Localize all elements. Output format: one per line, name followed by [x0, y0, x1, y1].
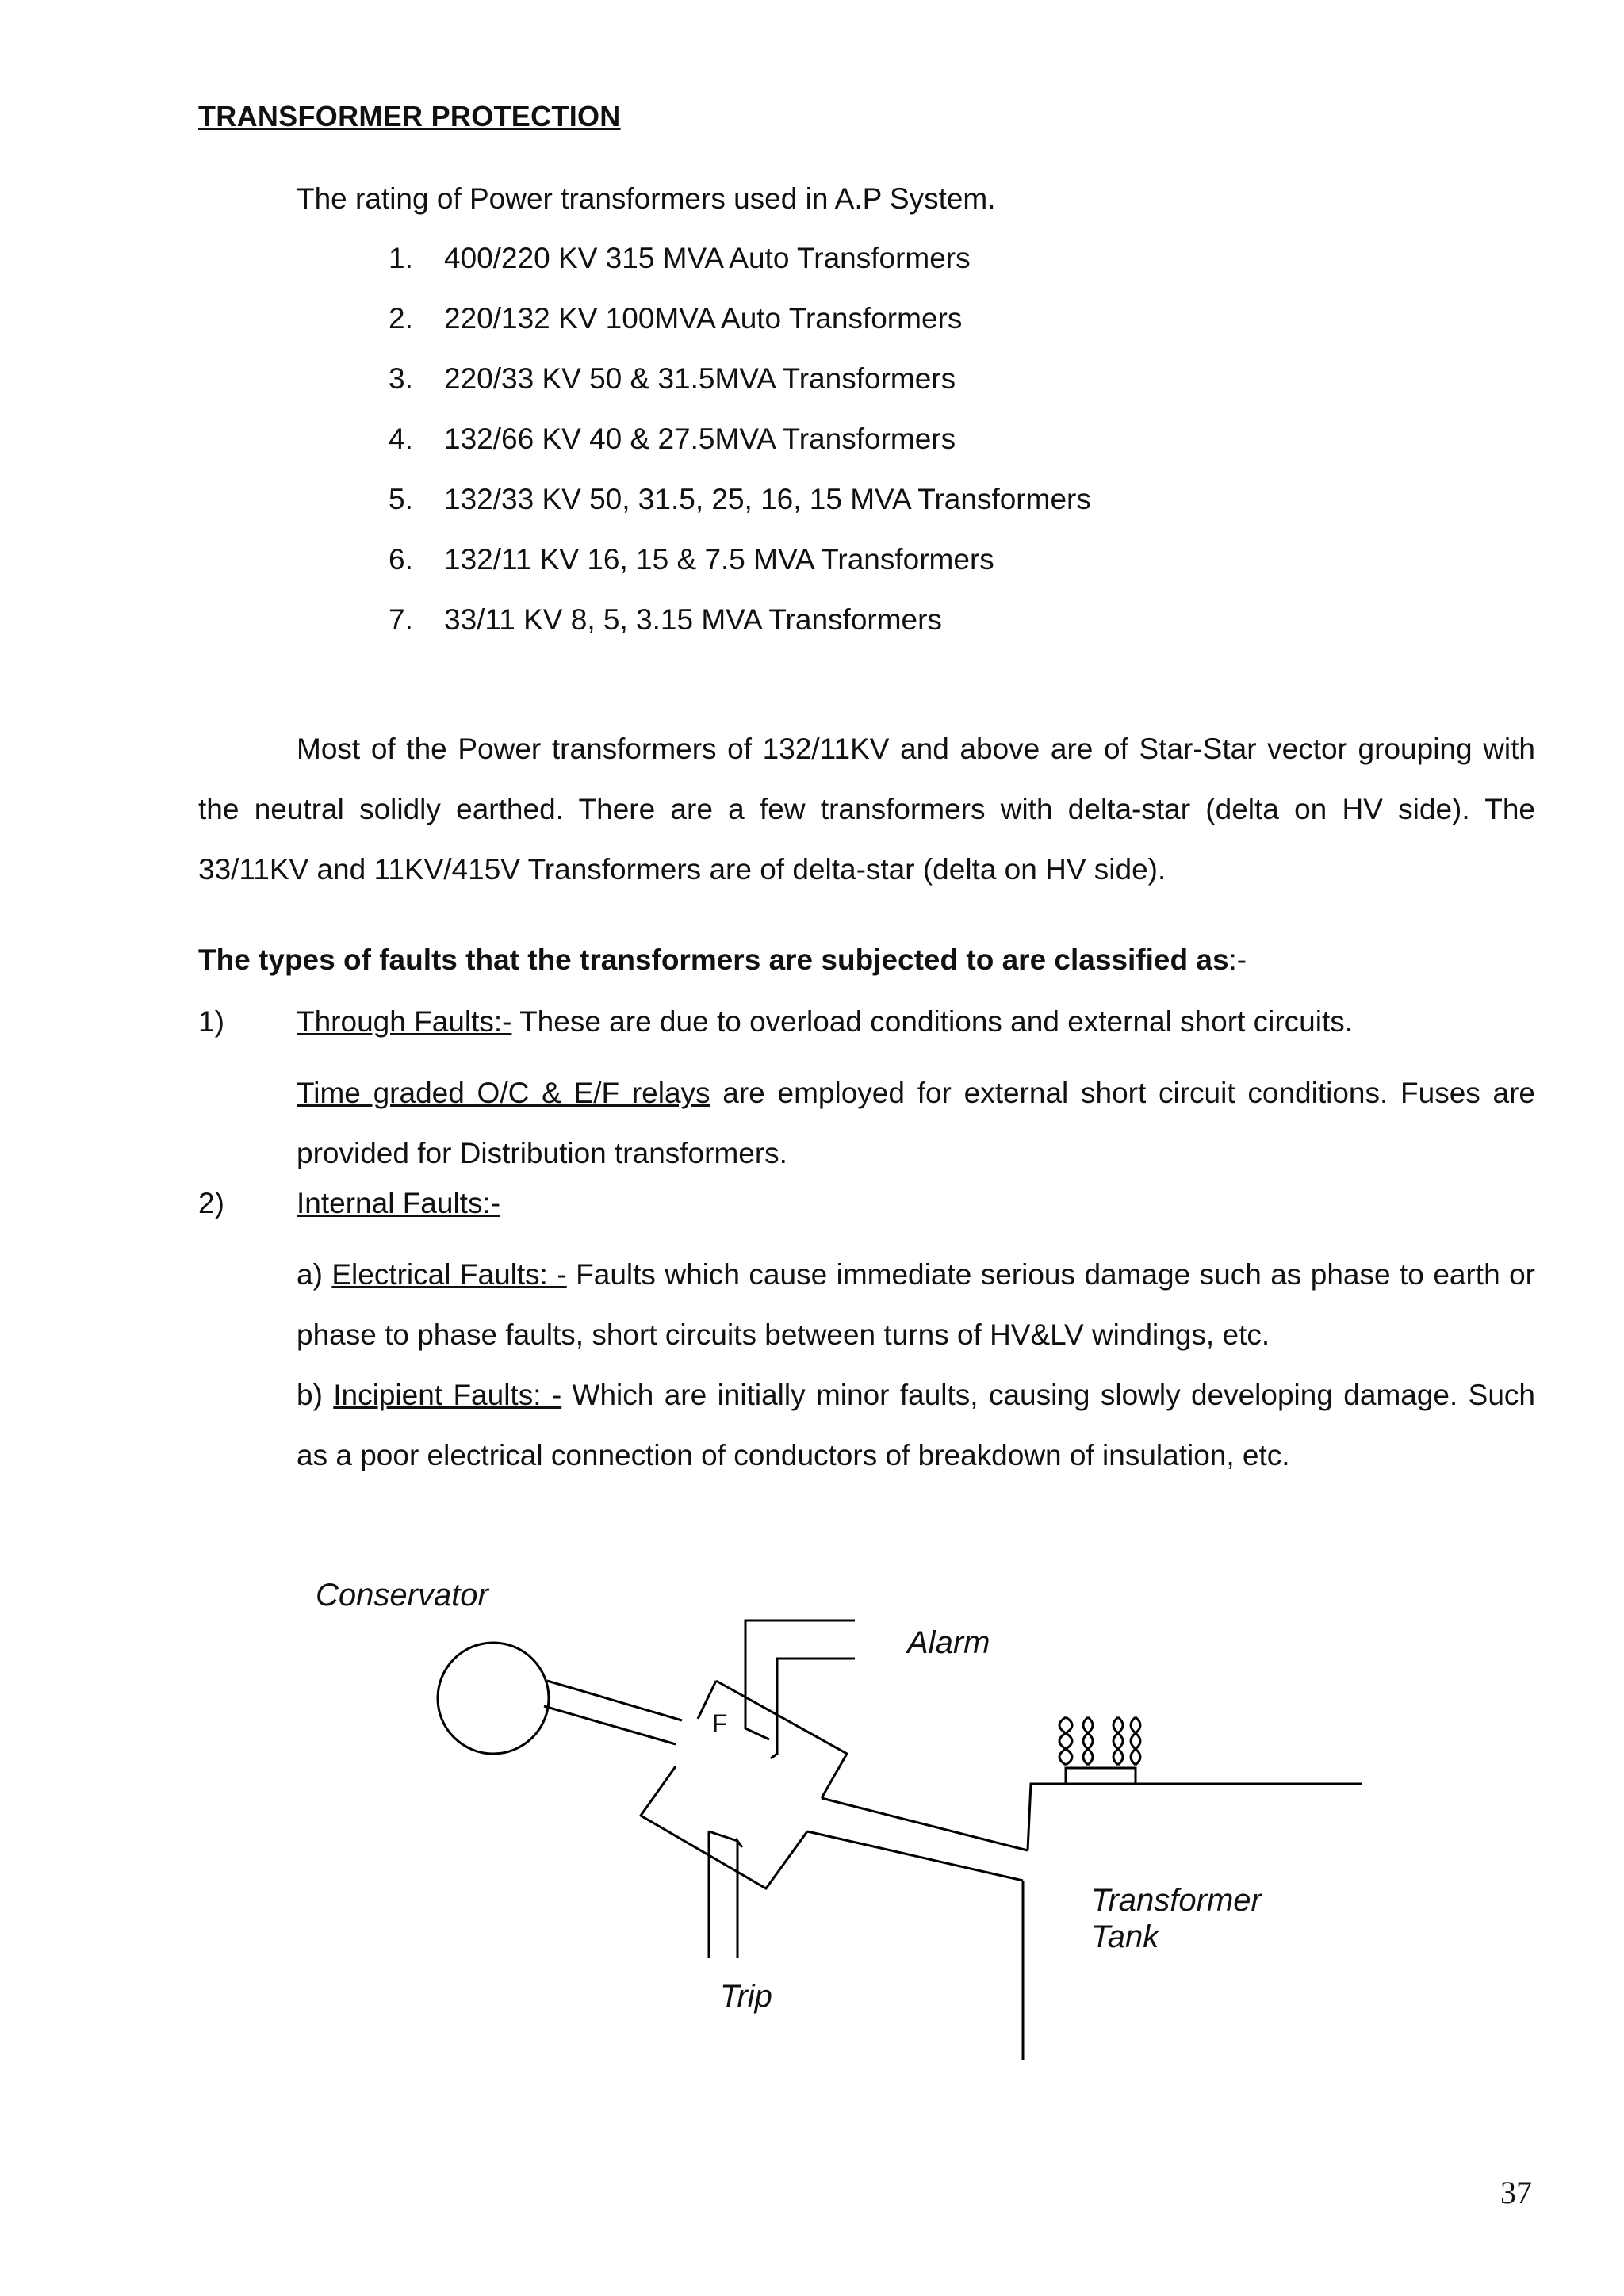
relay-chamber-top [716, 1681, 847, 1798]
trip-label: Trip [720, 1979, 772, 2014]
list-item: 5. 132/33 KV 50, 31.5, 25, 16, 15 MVA Transformers [389, 483, 1091, 515]
page-heading: TRANSFORMER PROTECTION [198, 100, 621, 132]
vector-grouping-paragraph: Most of the Power transformers of 132/11KV and above are of Star-Star vector grouping with the neutral solidly earthed. There are a few transformers with delta-star (delta on HV side). The 33/11KV and 11KV/415V Transformers are of delta-star (delta on HV side). [198, 733, 1535, 886]
through-faults-title: Through Faults:- [297, 1005, 512, 1038]
electrical-faults-text: a) Electrical Faults: - Faults which cause immediate serious damage such as phase to earth or phase to phase faults, short circuits between turns of HV&LV windings, etc. [297, 1258, 1536, 1351]
pipe-to-tank-lower [807, 1831, 1023, 1881]
relays-text: Time graded O/C & E/F relays are employed for external short circuit conditions. Fuses are provided for Distribution transformers. [297, 1077, 1536, 1169]
internal-faults-title: Internal Faults:- [297, 1187, 501, 1219]
incipient-faults-title: Incipient Faults: - [333, 1379, 562, 1411]
tank-top-line [1028, 1784, 1362, 1850]
alarm-contact-outer [745, 1621, 855, 1739]
trip-contact-right [737, 1841, 742, 1958]
conservator-circle [438, 1643, 549, 1754]
list-item: 2. 220/132 KV 100MVA Auto Transformers [389, 302, 963, 335]
list-item: 7. 33/11 KV 8, 5, 3.15 MVA Transformers [389, 603, 942, 636]
list-item: 4. 132/66 KV 40 & 27.5MVA Transformers [389, 423, 956, 455]
list-item: 1. 400/220 KV 315 MVA Auto Transformers [389, 242, 971, 274]
through-faults-number: 1) [198, 1005, 224, 1038]
internal-faults-number: 2) [198, 1187, 224, 1219]
relay-chamber-bottom [641, 1766, 807, 1888]
list-item: 3. 220/33 KV 50 & 31.5MVA Transformers [389, 362, 956, 395]
relays-title: Time graded O/C & E/F relays [297, 1077, 710, 1109]
list-item: 6. 132/11 KV 16, 15 & 7.5 MVA Transformers [389, 543, 994, 576]
pipe-upper-line [547, 1681, 682, 1720]
float-label: F [712, 1709, 728, 1738]
conservator-label: Conservator [316, 1578, 488, 1613]
transformer-tank-label: Transformer Tank [1091, 1883, 1262, 1954]
coil-right-icon [1113, 1717, 1118, 1765]
coil-left-icon [1059, 1717, 1066, 1765]
alarm-label: Alarm [907, 1625, 990, 1660]
page-number: 37 [1500, 2175, 1532, 2210]
bushing-base [1066, 1768, 1136, 1784]
incipient-faults-text: b) Incipient Faults: - Which are initially minor faults, causing slowly developing damage. Such as a poor electrical connection of conductors of breakdown of insulation, etc. [297, 1379, 1535, 1471]
trip-contact-link [709, 1831, 737, 1841]
fault-types-heading: The types of faults that the transformers are subjected to are classified as:- [198, 943, 1247, 976]
alarm-contact-inner [771, 1659, 855, 1758]
through-faults-line: Through Faults:- These are due to overload conditions and external short circuits. [297, 1005, 1354, 1038]
intro-text: The rating of Power transformers used in A.P System. [297, 182, 996, 215]
electrical-faults-title: Electrical Faults: - [331, 1258, 567, 1291]
